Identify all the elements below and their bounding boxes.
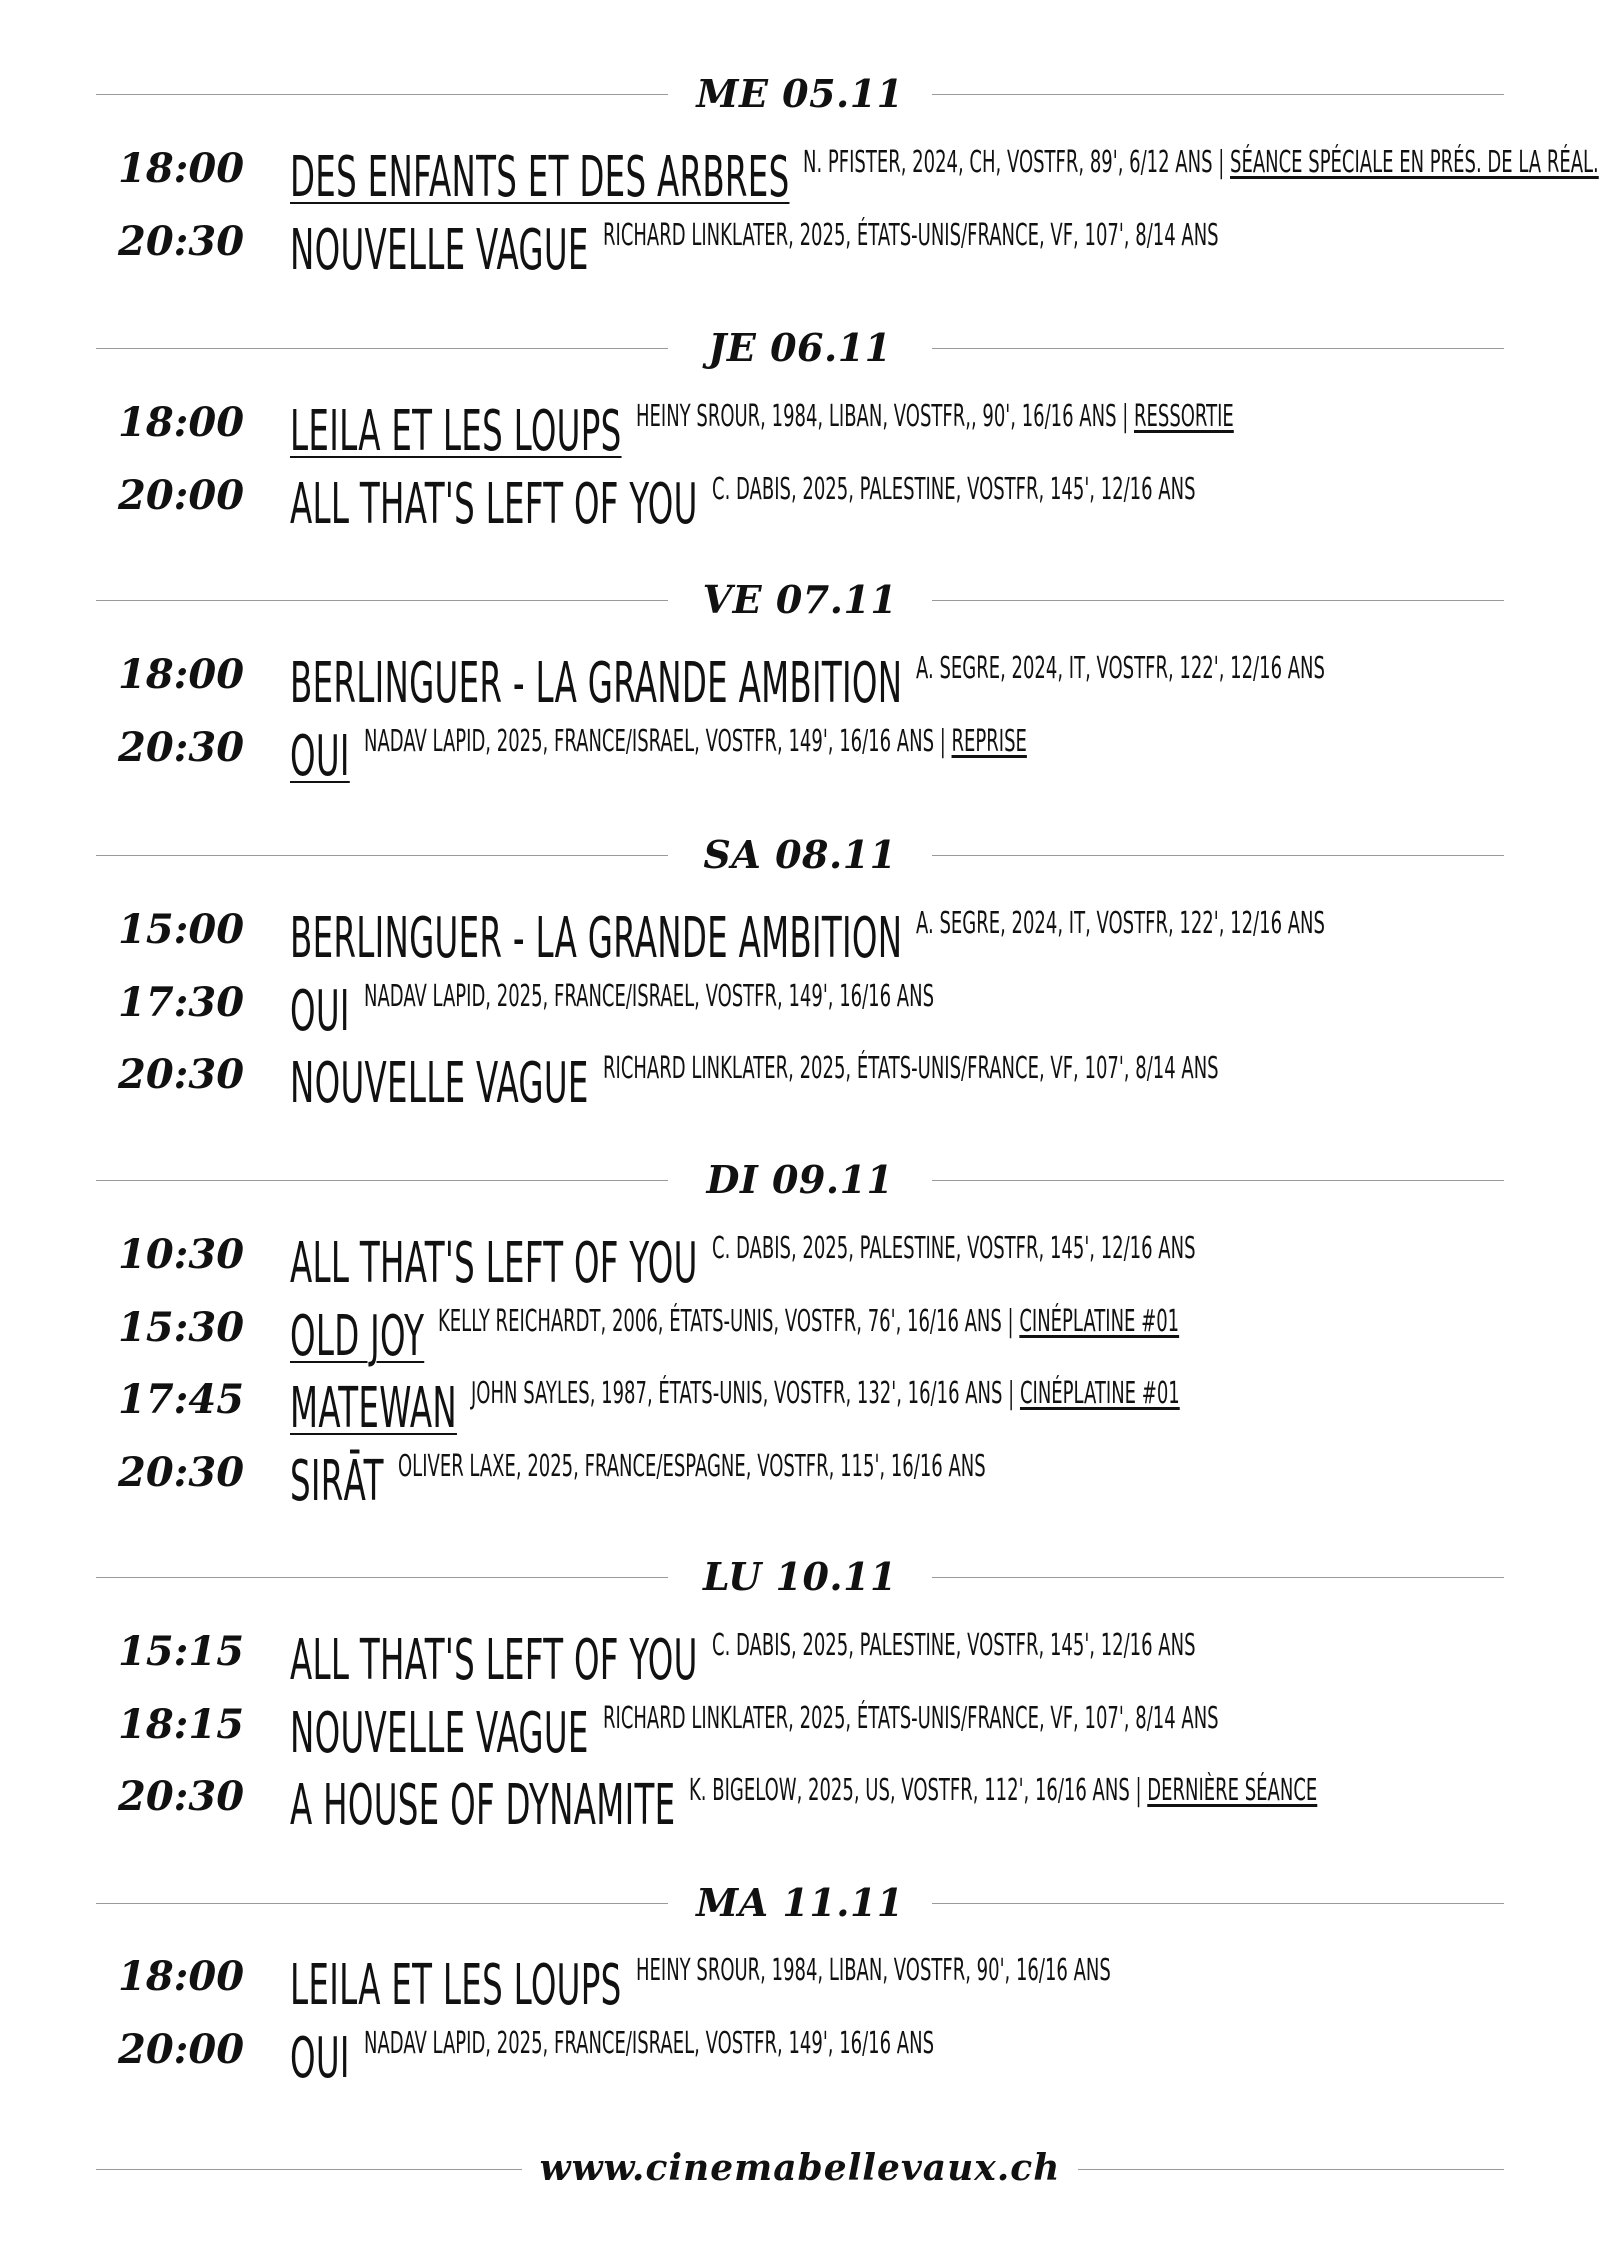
website-link[interactable]: www.cinemabellevaux.ch (539, 2147, 1061, 2189)
day-rule-right (932, 1903, 1504, 1904)
screening-time: 18:00 (118, 399, 245, 446)
screening-details (290, 1950, 1520, 2022)
screening-details (290, 1770, 1520, 1842)
film-credits: RICHARD LINKLATER, 2025, ÉTATS-UNIS/FRANCE, VF, 107', 8/14 ANS (603, 1051, 1219, 1086)
footer (96, 2138, 1504, 2198)
film-title[interactable]: NOUVELLE VAGUE (290, 1051, 589, 1116)
film-info (916, 905, 1325, 943)
screening-time: 18:00 (118, 145, 245, 192)
film-title[interactable]: OUI (290, 979, 350, 1044)
film-title[interactable]: A HOUSE OF DYNAMITE (290, 1773, 676, 1838)
film-info (689, 1772, 1317, 1810)
screening-time: 18:00 (118, 1953, 245, 2000)
screening-time: 20:30 (118, 218, 245, 265)
screening-details (290, 903, 1520, 975)
screening-row[interactable] (0, 469, 1600, 541)
day-header (96, 64, 1504, 124)
day-header (96, 825, 1504, 885)
film-info (438, 1303, 1179, 1341)
day-header (96, 318, 1504, 378)
day-label: ME 05.11 (696, 71, 904, 116)
film-credits: RICHARD LINKLATER, 2025, ÉTATS-UNIS/FRANCE, VF, 107', 8/14 ANS (603, 218, 1219, 253)
screening-details (290, 721, 1520, 793)
day-rule-right (932, 1577, 1504, 1578)
screening-time: 20:00 (118, 2026, 245, 2073)
day-label: MA 11.11 (696, 1880, 904, 1925)
film-info (712, 1627, 1196, 1665)
film-title[interactable]: LEILA ET LES LOUPS (290, 1953, 622, 2018)
screening-row[interactable] (0, 1373, 1600, 1445)
film-info (916, 650, 1325, 688)
screening-time: 20:30 (118, 1773, 245, 1820)
screening-time: 20:30 (118, 1051, 245, 1098)
screening-details (290, 1625, 1520, 1697)
film-title[interactable]: DES ENFANTS ET DES ARBRES (290, 145, 790, 210)
film-info (364, 723, 1027, 761)
day-rule-right (932, 94, 1504, 95)
day-rule-right (932, 348, 1504, 349)
screening-time: 18:00 (118, 651, 245, 698)
film-credits: K. BIGELOW, 2025, US, VOSTFR, 112', 16/16 ANS | (689, 1773, 1142, 1808)
film-title[interactable]: NOUVELLE VAGUE (290, 218, 589, 283)
film-credits: HEINY SROUR, 1984, LIBAN, VOSTFR, 90', 16/16 ANS (636, 1953, 1111, 1988)
day-header (96, 1547, 1504, 1607)
film-info (603, 1050, 1219, 1088)
screening-time: 17:45 (118, 1376, 245, 1423)
day-rule-left (96, 1180, 668, 1181)
screening-row[interactable] (0, 396, 1600, 468)
film-title[interactable]: ALL THAT'S LEFT OF YOU (290, 1231, 698, 1296)
screening-details (290, 1048, 1520, 1120)
screening-time: 15:15 (118, 1628, 245, 1675)
film-credits: NADAV LAPID, 2025, FRANCE/ISRAEL, VOSTFR, 149', 16/16 ANS | (364, 724, 946, 759)
day-rule-left (96, 94, 668, 95)
film-credits: C. DABIS, 2025, PALESTINE, VOSTFR, 145', 12/16 ANS (712, 1231, 1196, 1266)
film-title[interactable]: NOUVELLE VAGUE (290, 1701, 589, 1766)
day-rule-right (932, 1180, 1504, 1181)
film-credits: NADAV LAPID, 2025, FRANCE/ISRAEL, VOSTFR, 149', 16/16 ANS (364, 2026, 935, 2061)
screening-time: 15:00 (118, 906, 245, 953)
screening-time: 10:30 (118, 1231, 245, 1278)
film-info (364, 978, 934, 1016)
day-label: SA 08.11 (703, 832, 897, 877)
film-credits: HEINY SROUR, 1984, LIBAN, VOSTFR,, 90', 16/16 ANS | (636, 399, 1129, 434)
day-rule-left (96, 600, 668, 601)
screening-details (290, 976, 1520, 1048)
film-info (636, 398, 1234, 436)
film-title[interactable]: SIRĀT (290, 1449, 384, 1514)
film-credits: NADAV LAPID, 2025, FRANCE/ISRAEL, VOSTFR, 149', 16/16 ANS (364, 979, 935, 1014)
day-rule-left (96, 1903, 668, 1904)
screening-details (290, 142, 1599, 214)
screening-row[interactable] (0, 1048, 1600, 1120)
screening-time: 20:30 (118, 1449, 245, 1496)
film-info (398, 1448, 986, 1486)
film-title[interactable]: MATEWAN (290, 1376, 457, 1441)
day-header (96, 570, 1504, 630)
screening-row[interactable] (0, 721, 1600, 793)
screening-details (290, 1373, 1520, 1445)
film-credits: JOHN SAYLES, 1987, ÉTATS-UNIS, VOSTFR, 132', 16/16 ANS | (471, 1376, 1015, 1411)
day-rule-right (932, 855, 1504, 856)
day-rule-left (96, 348, 668, 349)
screening-row[interactable] (0, 976, 1600, 1048)
screening-note[interactable]: CINÉPLATINE #01 (1019, 1376, 1180, 1411)
screening-time: 20:30 (118, 724, 245, 771)
screening-row[interactable] (0, 2023, 1600, 2095)
screening-note[interactable]: CINÉPLATINE #01 (1019, 1304, 1180, 1339)
screening-note[interactable]: DERNIÈRE SÉANCE (1147, 1773, 1318, 1808)
film-info (712, 1230, 1196, 1268)
film-info (471, 1375, 1180, 1413)
screening-row[interactable] (0, 1770, 1600, 1842)
film-credits: RICHARD LINKLATER, 2025, ÉTATS-UNIS/FRANCE, VF, 107', 8/14 ANS (603, 1701, 1219, 1736)
day-label: JE 06.11 (708, 325, 892, 370)
film-title[interactable]: OUI (290, 724, 350, 789)
screening-note[interactable]: REPRISE (951, 724, 1027, 759)
footer-rule-right (1078, 2169, 1504, 2170)
day-label: VE 07.11 (702, 577, 898, 622)
film-info (803, 144, 1599, 182)
day-label: DI 09.11 (706, 1157, 894, 1202)
screening-note[interactable]: SÉANCE SPÉCIALE EN PRÉS. DE LA RÉAL. (1230, 145, 1599, 180)
film-credits: A. SEGRE, 2024, IT, VOSTFR, 122', 12/16 ANS (916, 651, 1325, 686)
screening-details (290, 1698, 1520, 1770)
screening-time: 15:30 (118, 1304, 245, 1351)
screening-row[interactable] (0, 1950, 1600, 2022)
screening-time: 18:15 (118, 1701, 245, 1748)
film-info (364, 2025, 934, 2063)
film-title[interactable]: ALL THAT'S LEFT OF YOU (290, 1628, 698, 1693)
film-info (712, 471, 1196, 509)
screening-row[interactable] (0, 215, 1600, 287)
screening-row[interactable] (0, 648, 1600, 720)
screening-note[interactable]: RESSORTIE (1134, 399, 1234, 434)
screening-row[interactable] (0, 1446, 1600, 1518)
film-info (603, 217, 1219, 255)
screening-row[interactable] (0, 1625, 1600, 1697)
film-title[interactable]: OUI (290, 2026, 350, 2091)
film-title[interactable]: BERLINGUER - LA GRANDE AMBITION (290, 906, 903, 971)
screening-details (290, 2023, 1520, 2095)
film-info (603, 1700, 1219, 1738)
screening-row[interactable] (0, 1228, 1600, 1300)
film-credits: KELLY REICHARDT, 2006, ÉTATS-UNIS, VOSTFR, 76', 16/16 ANS | (438, 1304, 1014, 1339)
film-credits: N. PFISTER, 2024, CH, VOSTFR, 89', 6/12 ANS | (803, 145, 1225, 180)
film-credits: A. SEGRE, 2024, IT, VOSTFR, 122', 12/16 ANS (916, 906, 1325, 941)
film-title[interactable]: LEILA ET LES LOUPS (290, 399, 622, 464)
film-title[interactable]: ALL THAT'S LEFT OF YOU (290, 472, 698, 537)
screening-details (290, 1228, 1520, 1300)
film-credits: OLIVER LAXE, 2025, FRANCE/ESPAGNE, VOSTFR, 115', 16/16 ANS (398, 1449, 986, 1484)
screening-row[interactable] (0, 903, 1600, 975)
footer-rule-left (96, 2169, 522, 2170)
film-credits: C. DABIS, 2025, PALESTINE, VOSTFR, 145', 12/16 ANS (712, 472, 1196, 507)
screening-details (290, 648, 1520, 720)
screening-row[interactable] (0, 1698, 1600, 1770)
screening-details (290, 469, 1520, 541)
screening-details (290, 1301, 1520, 1373)
film-title[interactable]: OLD JOY (290, 1304, 425, 1369)
day-header (96, 1150, 1504, 1210)
day-header (96, 1873, 1504, 1933)
day-label: LU 10.11 (703, 1554, 897, 1599)
screening-details (290, 1446, 1520, 1518)
day-rule-left (96, 855, 668, 856)
screening-details (290, 215, 1520, 287)
film-credits: C. DABIS, 2025, PALESTINE, VOSTFR, 145', 12/16 ANS (712, 1628, 1196, 1663)
film-info (636, 1952, 1111, 1990)
screening-details (290, 396, 1520, 468)
screening-time: 17:30 (118, 979, 245, 1026)
day-rule-right (932, 600, 1504, 601)
day-rule-left (96, 1577, 668, 1578)
screening-row[interactable] (0, 142, 1600, 214)
screening-row[interactable] (0, 1301, 1600, 1373)
screening-time: 20:00 (118, 472, 245, 519)
film-title[interactable]: BERLINGUER - LA GRANDE AMBITION (290, 651, 903, 716)
